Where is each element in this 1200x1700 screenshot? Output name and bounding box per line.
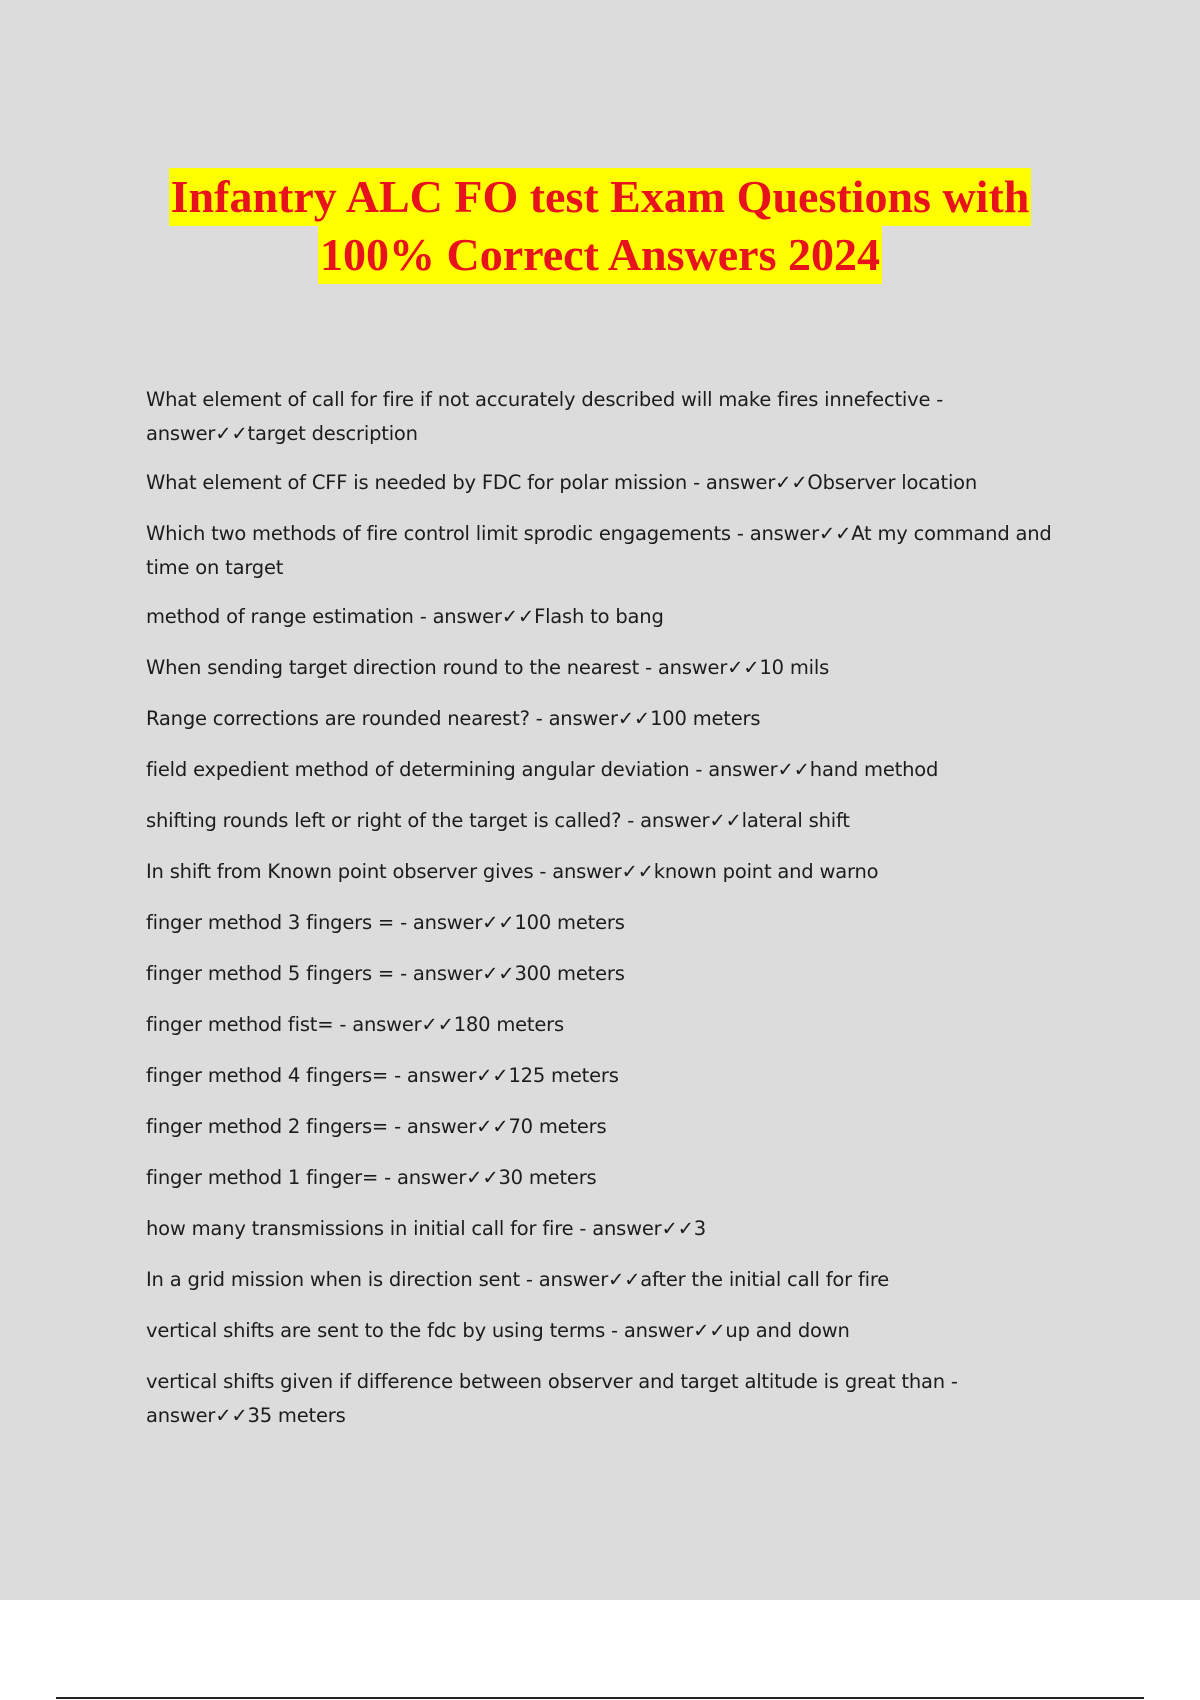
answer-text: target description [247, 422, 418, 445]
question-text: shifting rounds left or right of the target is called? - [146, 809, 635, 832]
qa-item [146, 1365, 1096, 1433]
title-line-1: Infantry ALC FO test Exam Questions with [169, 168, 1032, 226]
qa-list [146, 383, 1096, 1448]
answer-text: At my command and time on target [146, 522, 1052, 579]
answer-text: Flash to bang [534, 605, 664, 628]
question-text: When sending target direction round to the nearest - [146, 656, 652, 679]
question-text: Which two methods of fire control limit sprodic engagements - [146, 522, 744, 545]
question-text: What element of CFF is needed by FDC for polar mission - [146, 471, 700, 494]
answer-marker: answer✓✓ [412, 962, 515, 985]
answer-text: 100 meters [650, 707, 761, 730]
answer-marker: answer✓✓ [538, 1268, 641, 1291]
question-text: vertical shifts are sent to the fdc by using terms - [146, 1319, 618, 1342]
answer-marker: answer✓✓ [708, 758, 810, 781]
qa-item [146, 804, 1096, 838]
qa-item [146, 702, 1096, 736]
answer-text: 35 meters [247, 1404, 346, 1427]
answer-marker: answer✓✓ [640, 809, 742, 832]
qa-item [146, 753, 1096, 787]
answer-text: up and down [725, 1319, 850, 1342]
question-text: In shift from Known point observer gives - [146, 860, 547, 883]
answer-marker: answer✓✓ [623, 1319, 726, 1342]
question-text: field expedient method of determining angular deviation - [146, 758, 703, 781]
answer-text: hand method [809, 758, 939, 781]
qa-item [146, 1263, 1096, 1297]
question-text: finger method fist= - [146, 1013, 347, 1036]
question-text: finger method 5 fingers = - [146, 962, 407, 985]
answer-marker: answer✓✓ [352, 1013, 454, 1036]
qa-item [146, 517, 1096, 585]
question-text: vertical shifts given if difference between observer and target altitude is great than - [146, 1370, 958, 1393]
question-text: method of range estimation - [146, 605, 427, 628]
qa-item [146, 383, 1096, 451]
answer-marker: answer✓✓ [548, 707, 651, 730]
answer-marker: answer✓✓ [432, 605, 535, 628]
answer-text: 100 meters [514, 911, 625, 934]
qa-item [146, 466, 1096, 500]
question-text: finger method 1 finger= - [146, 1166, 391, 1189]
question-text: how many transmissions in initial call for fire - [146, 1217, 587, 1240]
answer-marker: answer✓✓ [406, 1064, 509, 1087]
answer-text: known point and warno [653, 860, 879, 883]
answer-marker: answer✓✓ [705, 471, 808, 494]
question-text: finger method 3 fingers = - [146, 911, 407, 934]
answer-marker: answer✓✓ [592, 1217, 694, 1240]
qa-item [146, 1059, 1096, 1093]
question-text: What element of call for fire if not accurately described will make fires innefective - [146, 388, 944, 411]
answer-marker: answer✓✓ [406, 1115, 509, 1138]
answer-marker: answer✓✓ [412, 911, 515, 934]
answer-marker: answer✓✓ [396, 1166, 499, 1189]
answer-text: 300 meters [514, 962, 625, 985]
document-title [0, 168, 1200, 284]
answer-marker: answer✓✓ [657, 656, 760, 679]
footer-divider [56, 1697, 1144, 1699]
question-text: In a grid mission when is direction sent - [146, 1268, 533, 1291]
qa-item [146, 1161, 1096, 1195]
answer-text: 30 meters [498, 1166, 597, 1189]
qa-item [146, 600, 1096, 634]
title-line-2: 100% Correct Answers 2024 [318, 226, 882, 284]
answer-marker: answer✓✓ [749, 522, 852, 545]
question-text: finger method 4 fingers= - [146, 1064, 401, 1087]
qa-item [146, 1008, 1096, 1042]
qa-item [146, 957, 1096, 991]
question-text: finger method 2 fingers= - [146, 1115, 401, 1138]
answer-text: 180 meters [453, 1013, 564, 1036]
qa-item [146, 1314, 1096, 1348]
answer-marker: answer✓✓ [146, 422, 248, 445]
answer-text: 70 meters [508, 1115, 607, 1138]
answer-text: 10 mils [759, 656, 830, 679]
answer-text: 125 meters [508, 1064, 619, 1087]
answer-text: lateral shift [741, 809, 850, 832]
answer-marker: answer✓✓ [552, 860, 654, 883]
qa-item [146, 855, 1096, 889]
answer-text: 3 [693, 1217, 706, 1240]
answer-text: Observer location [807, 471, 978, 494]
question-text: Range corrections are rounded nearest? - [146, 707, 543, 730]
answer-marker: answer✓✓ [146, 1404, 248, 1427]
qa-item [146, 651, 1096, 685]
qa-item [146, 906, 1096, 940]
answer-text: after the initial call for fire [640, 1268, 890, 1291]
qa-item [146, 1212, 1096, 1246]
qa-item [146, 1110, 1096, 1144]
